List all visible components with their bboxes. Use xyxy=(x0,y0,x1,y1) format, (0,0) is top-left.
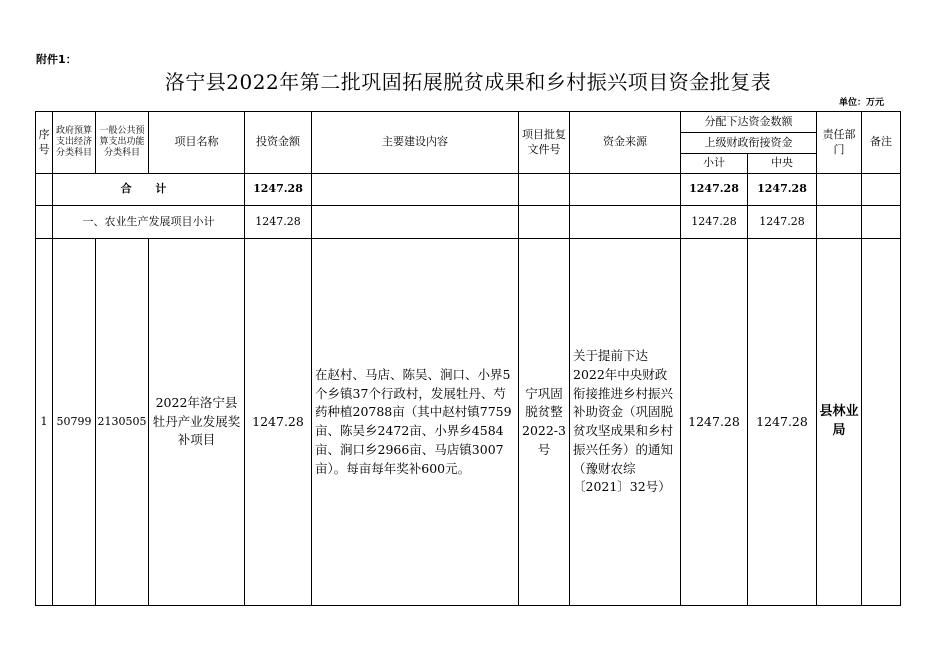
col-header-remarks: 备注 xyxy=(862,112,901,174)
row-department: 县林业局 xyxy=(817,239,862,606)
header-row-1 xyxy=(36,112,901,133)
subtotal-department xyxy=(817,206,862,239)
subtotal-fund-source xyxy=(570,206,681,239)
subtotal-content xyxy=(312,206,519,239)
col-header-subtotal: 小计 xyxy=(681,154,748,174)
subtotal-subtotal: 1247.28 xyxy=(681,206,748,239)
row-content: 在赵村、马店、陈吴、涧口、小界5个乡镇37个行政村，发展牡丹、芍药种植20788亩（其中赵村镇7759亩、陈吴乡2472亩、小界乡4584亩、涧口乡2966亩、马店镇3007亩）。每亩每年奖补600元。 xyxy=(312,239,519,606)
page-title: 洛宁县2022年第二批巩固拓展脱贫成果和乡村振兴项目资金批复表 xyxy=(164,70,772,94)
row-project-name: 2022年洛宁县牡丹产业发展奖补项目 xyxy=(149,239,245,606)
total-label: 合 计 xyxy=(53,174,245,206)
col-header-approval-doc: 项目批复文件号 xyxy=(519,112,570,174)
unit-label: 单位：万元 xyxy=(838,98,884,108)
row-investment: 1247.28 xyxy=(245,239,312,606)
row-func-class: 2130505 xyxy=(96,239,149,606)
subtotal-central: 1247.28 xyxy=(748,206,817,239)
table-row xyxy=(36,239,901,606)
total-seq xyxy=(36,174,53,206)
row-seq: 1 xyxy=(36,239,53,606)
attachment-label: 附件1： xyxy=(36,53,77,66)
total-subtotal: 1247.28 xyxy=(681,174,748,206)
col-header-gov-econ: 政府预算支出经济分类科目 xyxy=(53,112,96,174)
col-header-fund-source: 资金来源 xyxy=(570,112,681,174)
subtotal-label: 一、农业生产发展项目小计 xyxy=(53,206,245,239)
total-row xyxy=(36,174,901,206)
total-approval-doc xyxy=(519,174,570,206)
col-header-func-class: 一般公共预算支出功能分类科目 xyxy=(96,112,149,174)
subtotal-approval-doc xyxy=(519,206,570,239)
total-investment: 1247.28 xyxy=(245,174,312,206)
row-central: 1247.28 xyxy=(748,239,817,606)
row-remarks xyxy=(862,239,901,606)
row-fund-source: 关于提前下达2022年中央财政衔接推进乡村振兴补助资金（巩固脱贫攻坚成果和乡村振兴任务）的通知（豫财农综〔2021〕32号） xyxy=(570,239,681,606)
total-central: 1247.28 xyxy=(748,174,817,206)
approval-table xyxy=(35,111,901,606)
subtotal-investment: 1247.28 xyxy=(245,206,312,239)
col-header-department: 责任部门 xyxy=(817,112,862,174)
col-header-project-name: 项目名称 xyxy=(149,112,245,174)
col-header-investment: 投资金额 xyxy=(245,112,312,174)
row-subtotal: 1247.28 xyxy=(681,239,748,606)
category-subtotal-row xyxy=(36,206,901,239)
total-remarks xyxy=(862,174,901,206)
total-fund-source xyxy=(570,174,681,206)
col-header-content: 主要建设内容 xyxy=(312,112,519,174)
row-gov-econ: 50799 xyxy=(53,239,96,606)
row-approval-doc: 宁巩固脱贫整2022-3号 xyxy=(519,239,570,606)
col-header-allocation-group: 分配下达资金数额 xyxy=(681,112,817,133)
total-content xyxy=(312,174,519,206)
subtotal-remarks xyxy=(862,206,901,239)
col-header-central: 中央 xyxy=(748,154,817,174)
subtotal-seq xyxy=(36,206,53,239)
col-header-superior-group: 上级财政衔接资金 xyxy=(681,133,817,154)
col-header-seq: 序号 xyxy=(36,112,53,174)
total-department xyxy=(817,174,862,206)
